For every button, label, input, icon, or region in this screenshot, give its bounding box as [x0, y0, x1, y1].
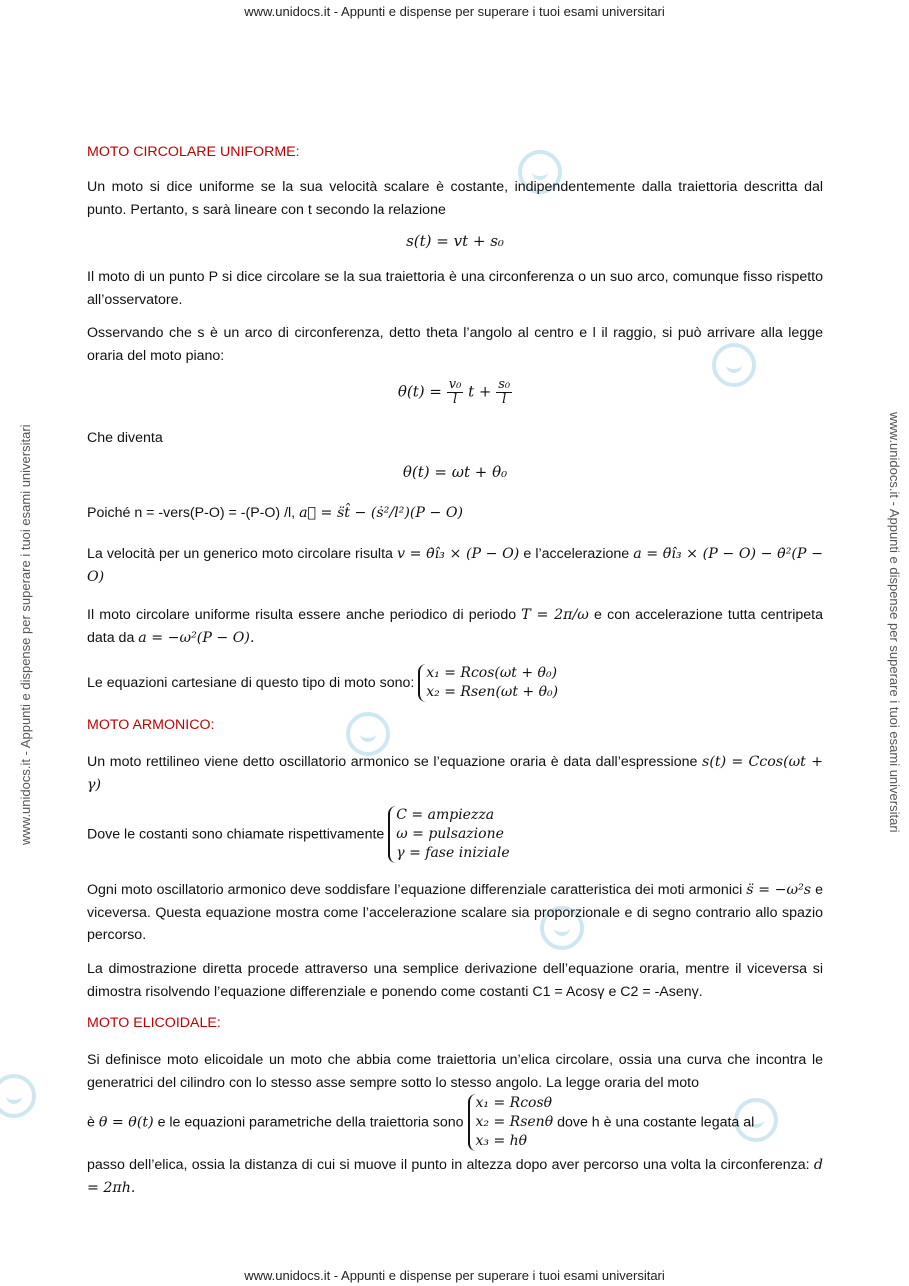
paragraph: Che diventa — [87, 430, 163, 446]
fraction — [496, 378, 512, 407]
page-header: www.unidocs.it - Appunti e dispense per superare i tuoi esami universitari — [244, 4, 665, 19]
text: passo dell’elica, ossia la distanza di cui si muove il punto in altezza dopo aver percorso una volta la circonferenza: — [87, 1157, 810, 1173]
paragraph — [87, 604, 823, 649]
text: e l’accelerazione — [523, 546, 630, 562]
text: Dove le costanti sono chiamate rispettivamente — [87, 826, 385, 843]
math: d = 2πh. — [87, 1157, 823, 1196]
text: e con accelerazione tutta centripeta data da — [87, 607, 823, 646]
formula: s(t) = vt + s₀ — [406, 232, 504, 250]
denominator: l — [452, 392, 458, 407]
equation-system — [468, 1094, 554, 1151]
equation: x₁ = Rcosθ — [475, 1095, 553, 1111]
paragraph: Osservando che s è un arco di circonferenza, detto theta l’angolo al centro e l il raggio, si può arrivare alla legge oraria del moto piano: — [87, 325, 823, 364]
paragraph: La dimostrazione diretta procede attraverso una semplice derivazione dell’equazione oraria, mentre il viceversa si dimostra risolvendo l’equazione differenziale e ponendo come costanti C1 = Acosγ e C2 = -Asenγ. — [87, 961, 823, 1000]
text: La velocità per un generico moto circolare risulta — [87, 546, 393, 562]
section-title-harmonic: MOTO ARMONICO: — [87, 717, 215, 733]
denominator: l — [502, 392, 507, 407]
equation: x₃ = hθ — [475, 1133, 528, 1149]
math: T = 2π/ω — [521, 607, 589, 623]
math: θ = θ(t) — [98, 1114, 154, 1131]
equation: x₁ = Rcos(ωt + θ₀) — [426, 665, 558, 681]
math: v = θ̇î₃ × (P − O) — [396, 546, 520, 562]
text: è — [87, 1114, 95, 1131]
formula: θ(t) = ωt + θ₀ — [402, 463, 508, 481]
equation-system — [388, 806, 509, 863]
paragraph: Si definisce moto elicoidale un moto che abbia come traiettoria un’elica circolare, ossia una curva che incontra le generatrici del cilindro con lo stesso asse sempre sotto lo stesso angolo. La legge oraria del moto — [87, 1052, 823, 1091]
equation: C = ampiezza — [396, 807, 495, 823]
formula-part: θ(t) = — [397, 382, 442, 401]
equation: x₂ = Rsenθ — [475, 1114, 554, 1130]
paragraph — [87, 543, 823, 588]
formula — [87, 378, 823, 407]
equation: x₂ = Rsen(ωt + θ₀) — [426, 684, 559, 700]
section-title-helical: MOTO ELICOIDALE: — [87, 1015, 221, 1031]
math: a⃗ = s̈t̂ − (ṡ²/l²)(P − O) — [299, 505, 464, 521]
equation: ω = pulsazione — [396, 826, 504, 842]
paragraph — [87, 879, 823, 947]
text: e viceversa. Questa equazione mostra come l’accelerazione scalare sia proporzionale e di segno contrario allo spazio percorso. — [87, 882, 823, 943]
paragraph: Il moto di un punto P si dice circolare se la sua traiettoria è una circonferenza o un suo arco, comunque fisso rispetto all’osservatore. — [87, 269, 823, 308]
formula-part: t + — [468, 382, 492, 401]
paragraph — [87, 502, 823, 525]
paragraph — [87, 806, 823, 863]
paragraph — [87, 664, 823, 702]
paragraph — [87, 751, 823, 796]
text: Le equazioni cartesiane di questo tipo di moto sono: — [87, 674, 415, 691]
text: Ogni moto oscillatorio armonico deve soddisfare l’equazione differenziale caratteristica dei moti armonici — [87, 882, 743, 898]
text: Un moto rettilineo viene detto oscillatorio armonico se l’equazione oraria è data dall’espressione — [87, 754, 698, 770]
fraction — [447, 378, 464, 407]
text: dove h è una costante legata al — [557, 1114, 755, 1131]
numerator: s₀ — [498, 377, 511, 392]
text: Il moto circolare uniforme risulta essere anche periodico di periodo — [87, 607, 517, 623]
math: a = θ̈î₃ × (P − O) − θ̇²(P − O) — [87, 546, 823, 585]
page-footer: www.unidocs.it - Appunti e dispense per superare i tuoi esami universitari — [244, 1268, 665, 1283]
paragraph — [87, 1154, 823, 1199]
math: s̈ = −ω²s — [746, 882, 812, 898]
section-title-circular: MOTO CIRCOLARE UNIFORME: — [87, 144, 300, 160]
unidocs-logo-icon — [0, 1074, 36, 1118]
paragraph: Un moto si dice uniforme se la sua velocità scalare è costante, indipendentemente dalla traiettoria descritta dal punto. Pertanto, s sarà lineare con t secondo la relazione — [87, 179, 823, 218]
side-watermark-left: www.unidocs.it - Appunti e dispense per superare i tuoi esami universitari — [18, 424, 33, 845]
equation: γ = fase iniziale — [396, 845, 510, 861]
text: Poiché n = -vers(P-O) = -(P-O) /l, — [87, 505, 296, 521]
math: s(t) = Ccos(ωt + γ) — [87, 754, 823, 793]
equation-system — [418, 664, 558, 702]
numerator: v₀ — [448, 377, 462, 392]
paragraph — [87, 1094, 823, 1151]
math: a = −ω²(P − O). — [138, 629, 255, 646]
side-watermark-right: www.unidocs.it - Appunti e dispense per superare i tuoi esami universitari — [887, 412, 902, 833]
unidocs-logo-icon — [346, 712, 390, 756]
text: e le equazioni parametriche della traiettoria sono — [157, 1114, 464, 1131]
